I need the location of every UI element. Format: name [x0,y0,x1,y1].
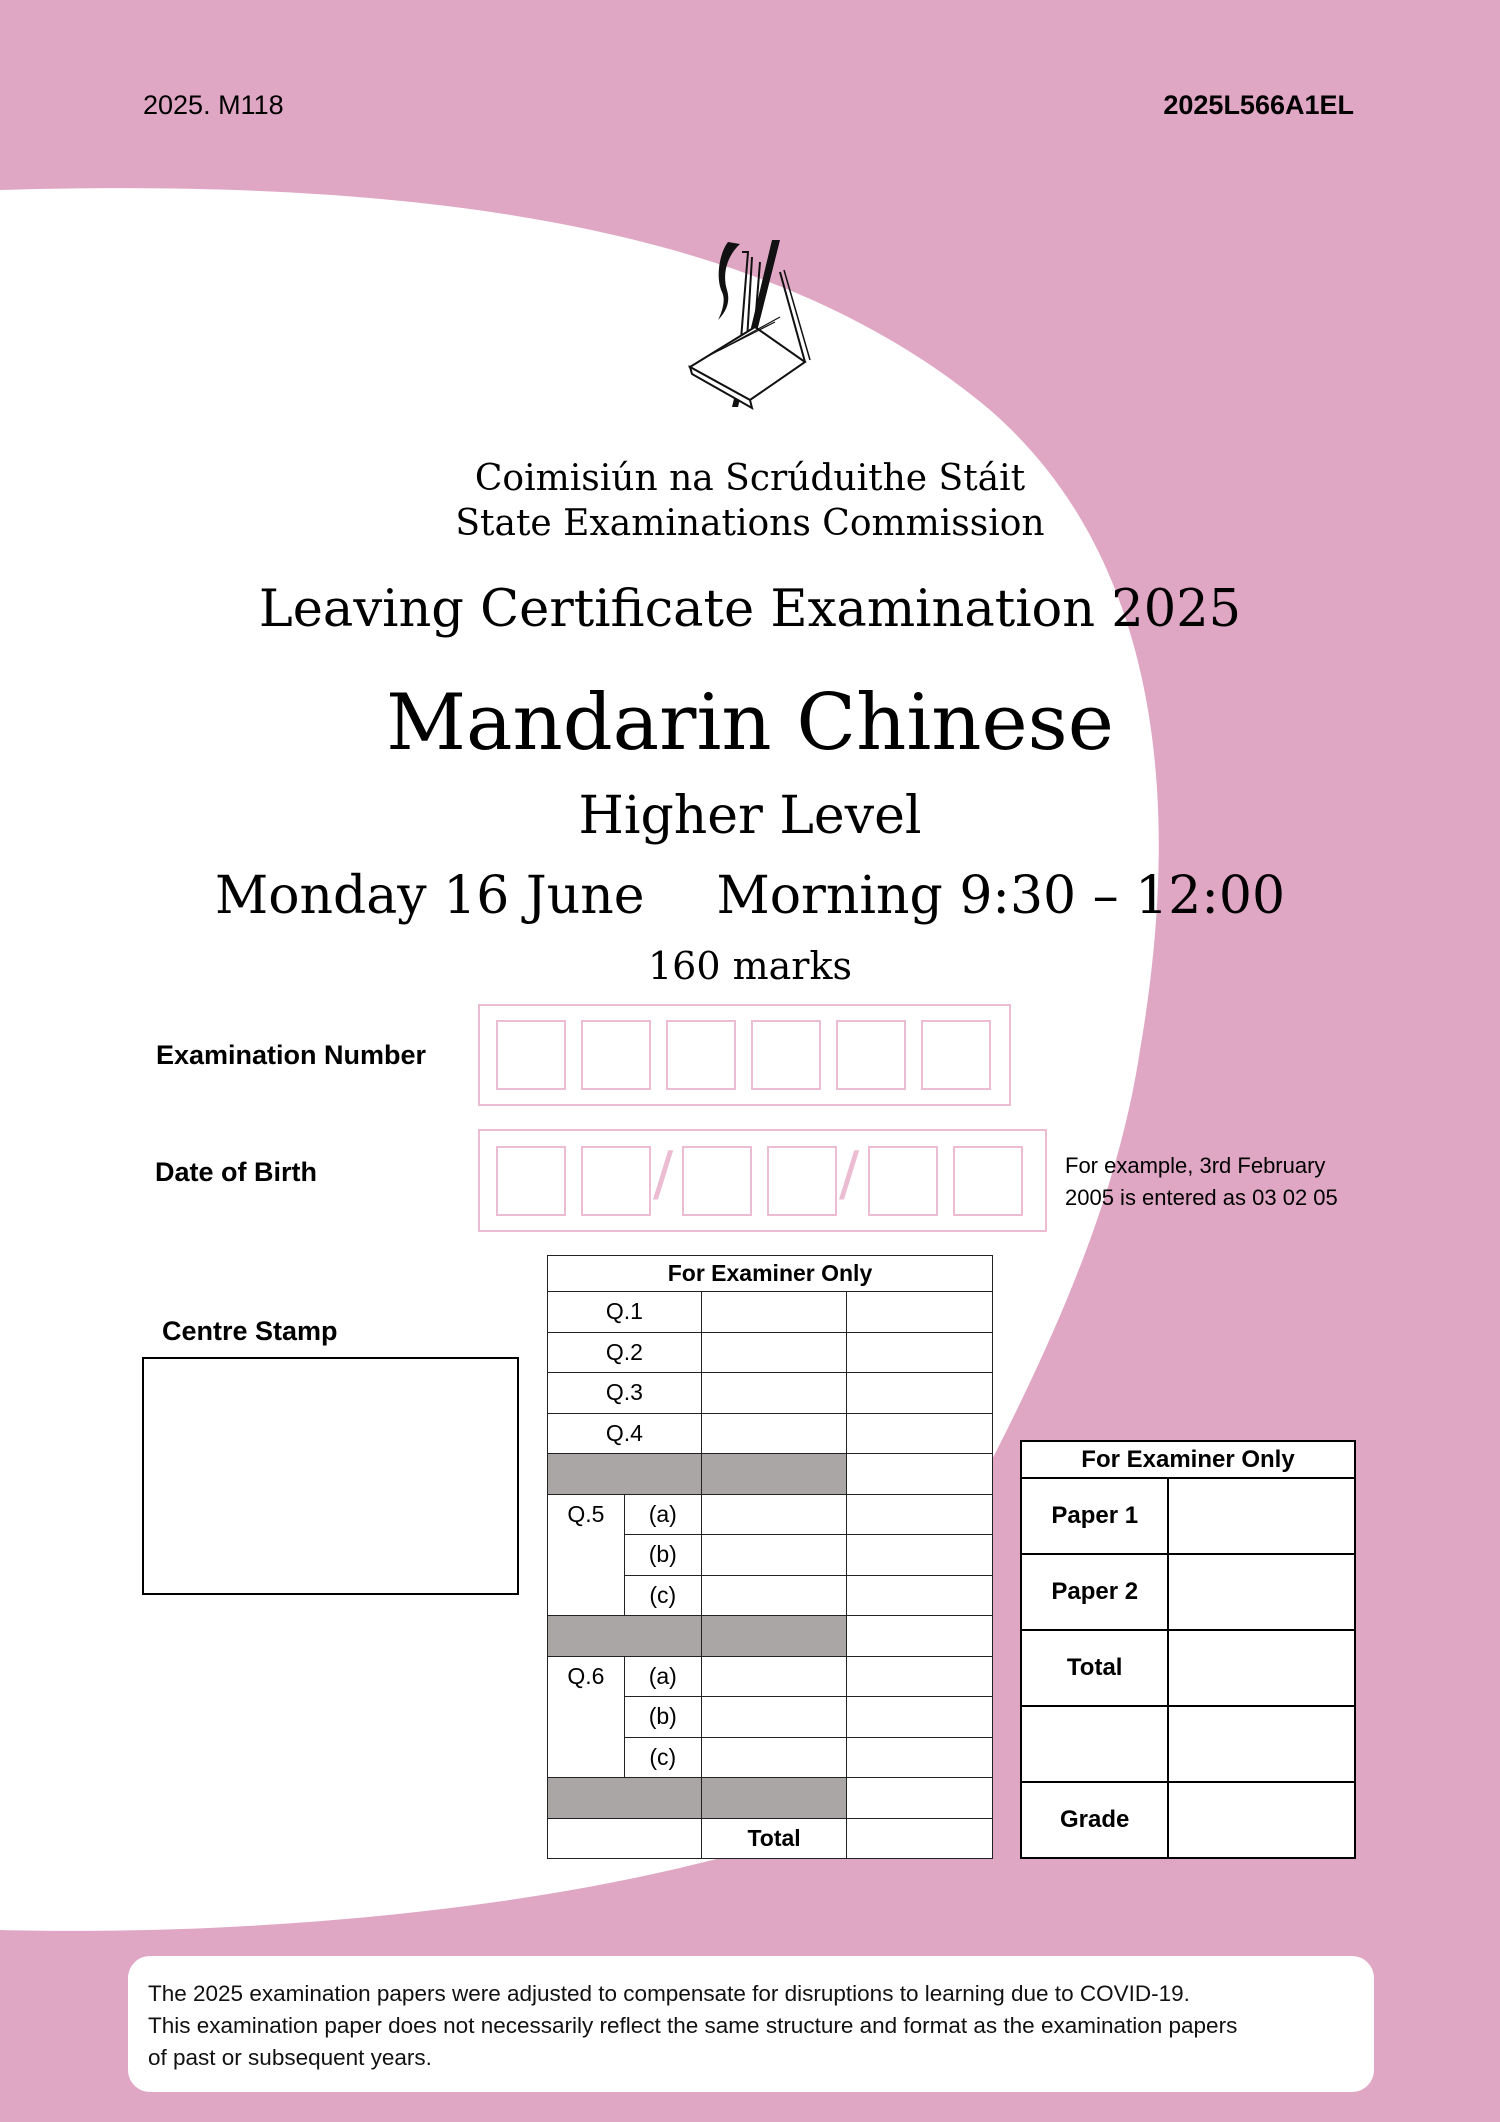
centre-stamp-box [142,1357,519,1595]
shaded-row [548,1454,993,1495]
mark-cell[interactable] [701,1656,847,1697]
question-label: Q.1 [548,1292,702,1333]
table-row [1021,1782,1355,1858]
dob-example-line: For example, 3rd February [1065,1153,1326,1178]
shaded-cell [701,1778,847,1819]
summary-value-cell[interactable] [1168,1630,1355,1706]
subject-title: Mandarin Chinese [386,678,1114,768]
exam-level: Higher Level [578,786,922,846]
date-separator-slash: / [839,1139,860,1209]
total-marks: 160 marks [648,944,852,988]
barcode-reference: 2025L566A1EL [1163,90,1354,120]
shaded-cell [548,1778,702,1819]
summary-label [1021,1706,1168,1782]
table-row [548,1494,993,1535]
date-of-birth-example [1065,1150,1338,1214]
exam-session: Morning 9:30 – 12:00 [716,866,1286,926]
notice-line: of past or subsequent years. [148,2045,432,2070]
table-row [1021,1478,1355,1554]
summary-value-cell[interactable] [1168,1706,1355,1782]
mark-cell[interactable] [847,1656,993,1697]
mark-cell[interactable] [847,1697,993,1738]
mark-cell[interactable] [701,1575,847,1616]
summary-label: Total [1021,1630,1168,1706]
exam-title: Leaving Certificate Examination 2025 [258,580,1242,639]
question-label: Q.3 [548,1373,702,1414]
dob-digit-box[interactable] [496,1146,566,1216]
mark-cell[interactable] [847,1332,993,1373]
shaded-cell [701,1454,847,1495]
dob-digit-box[interactable] [682,1146,752,1216]
summary-value-cell[interactable] [1168,1782,1355,1858]
question-label: Q.4 [548,1413,702,1454]
mark-cell[interactable] [847,1454,993,1495]
date-of-birth-field[interactable] [478,1129,1047,1232]
mark-cell[interactable] [847,1535,993,1576]
mark-cell[interactable] [847,1737,993,1778]
exam-date-time [0,866,1500,926]
table-row [548,1332,993,1373]
mark-cell[interactable] [701,1535,847,1576]
blank-cell [548,1818,702,1859]
exam-number-label: Examination Number [156,1040,427,1070]
commission-name-english: State Examinations Commission [455,503,1045,544]
summary-label: Paper 2 [1021,1554,1168,1630]
mark-cell[interactable] [847,1373,993,1414]
shaded-cell [701,1616,847,1657]
dob-digit-box[interactable] [953,1146,1023,1216]
summary-value-cell[interactable] [1168,1554,1355,1630]
table-row [1021,1554,1355,1630]
mark-cell[interactable] [701,1292,847,1333]
exam-number-digit-box[interactable] [751,1020,821,1090]
shaded-row [548,1778,993,1819]
mark-cell[interactable] [847,1778,993,1819]
date-separator-slash: / [653,1139,674,1209]
covid-notice [128,1956,1374,2092]
shaded-cell [548,1454,702,1495]
centre-stamp-label: Centre Stamp [162,1316,338,1346]
mark-cell[interactable] [847,1494,993,1535]
part-label: (b) [624,1697,701,1738]
table-row [548,1373,993,1414]
dob-example-line: 2005 is entered as 03 02 05 [1065,1185,1338,1210]
mark-cell[interactable] [701,1494,847,1535]
total-mark-cell[interactable] [847,1818,993,1859]
total-row [548,1818,993,1859]
summary-label: Paper 1 [1021,1478,1168,1554]
question-label: Q.6 [548,1656,625,1778]
dob-digit-box[interactable] [581,1146,651,1216]
paper-code: 2025. M118 [143,90,284,120]
part-label: (a) [624,1494,701,1535]
part-label: (b) [624,1535,701,1576]
examiner-summary-table [1020,1440,1356,1859]
mark-cell[interactable] [847,1413,993,1454]
exam-number-field[interactable] [478,1004,1011,1106]
exam-number-digit-box[interactable] [581,1020,651,1090]
date-of-birth-label: Date of Birth [155,1157,317,1187]
table-row [548,1292,993,1333]
exam-date: Monday 16 June [214,866,645,926]
question-label: Q.2 [548,1332,702,1373]
exam-number-digit-box[interactable] [836,1020,906,1090]
notice-line: The 2025 examination papers were adjusted to compensate for disruptions to learning due to COVID-19. [148,1981,1190,2006]
notice-line: This examination paper does not necessarily reflect the same structure and format as the examination papers [148,2013,1238,2038]
mark-cell[interactable] [701,1697,847,1738]
dob-digit-box[interactable] [767,1146,837,1216]
summary-table-header: For Examiner Only [1021,1441,1355,1478]
table-row [548,1413,993,1454]
examiner-table-header: For Examiner Only [548,1256,993,1292]
table-row [1021,1630,1355,1706]
examiner-marks-table [547,1255,993,1859]
part-label: (c) [624,1737,701,1778]
shaded-row [548,1616,993,1657]
total-label: Total [701,1818,847,1859]
mark-cell[interactable] [701,1373,847,1414]
exam-number-digit-box[interactable] [496,1020,566,1090]
summary-value-cell[interactable] [1168,1478,1355,1554]
question-label: Q.5 [548,1494,625,1616]
exam-number-digit-box[interactable] [666,1020,736,1090]
summary-label: Grade [1021,1782,1168,1858]
dob-digit-box[interactable] [868,1146,938,1216]
part-label: (c) [624,1575,701,1616]
mark-cell[interactable] [701,1413,847,1454]
shaded-cell [548,1616,702,1657]
commission-name-irish: Coimisiún na Scrúduithe Stáit [474,458,1026,499]
part-label: (a) [624,1656,701,1697]
mark-cell[interactable] [701,1332,847,1373]
mark-cell[interactable] [701,1737,847,1778]
mark-cell[interactable] [847,1616,993,1657]
table-row [548,1656,993,1697]
mark-cell[interactable] [847,1292,993,1333]
exam-number-digit-box[interactable] [921,1020,991,1090]
harp-book-logo-icon [680,232,820,417]
table-row [1021,1706,1355,1782]
mark-cell[interactable] [847,1575,993,1616]
